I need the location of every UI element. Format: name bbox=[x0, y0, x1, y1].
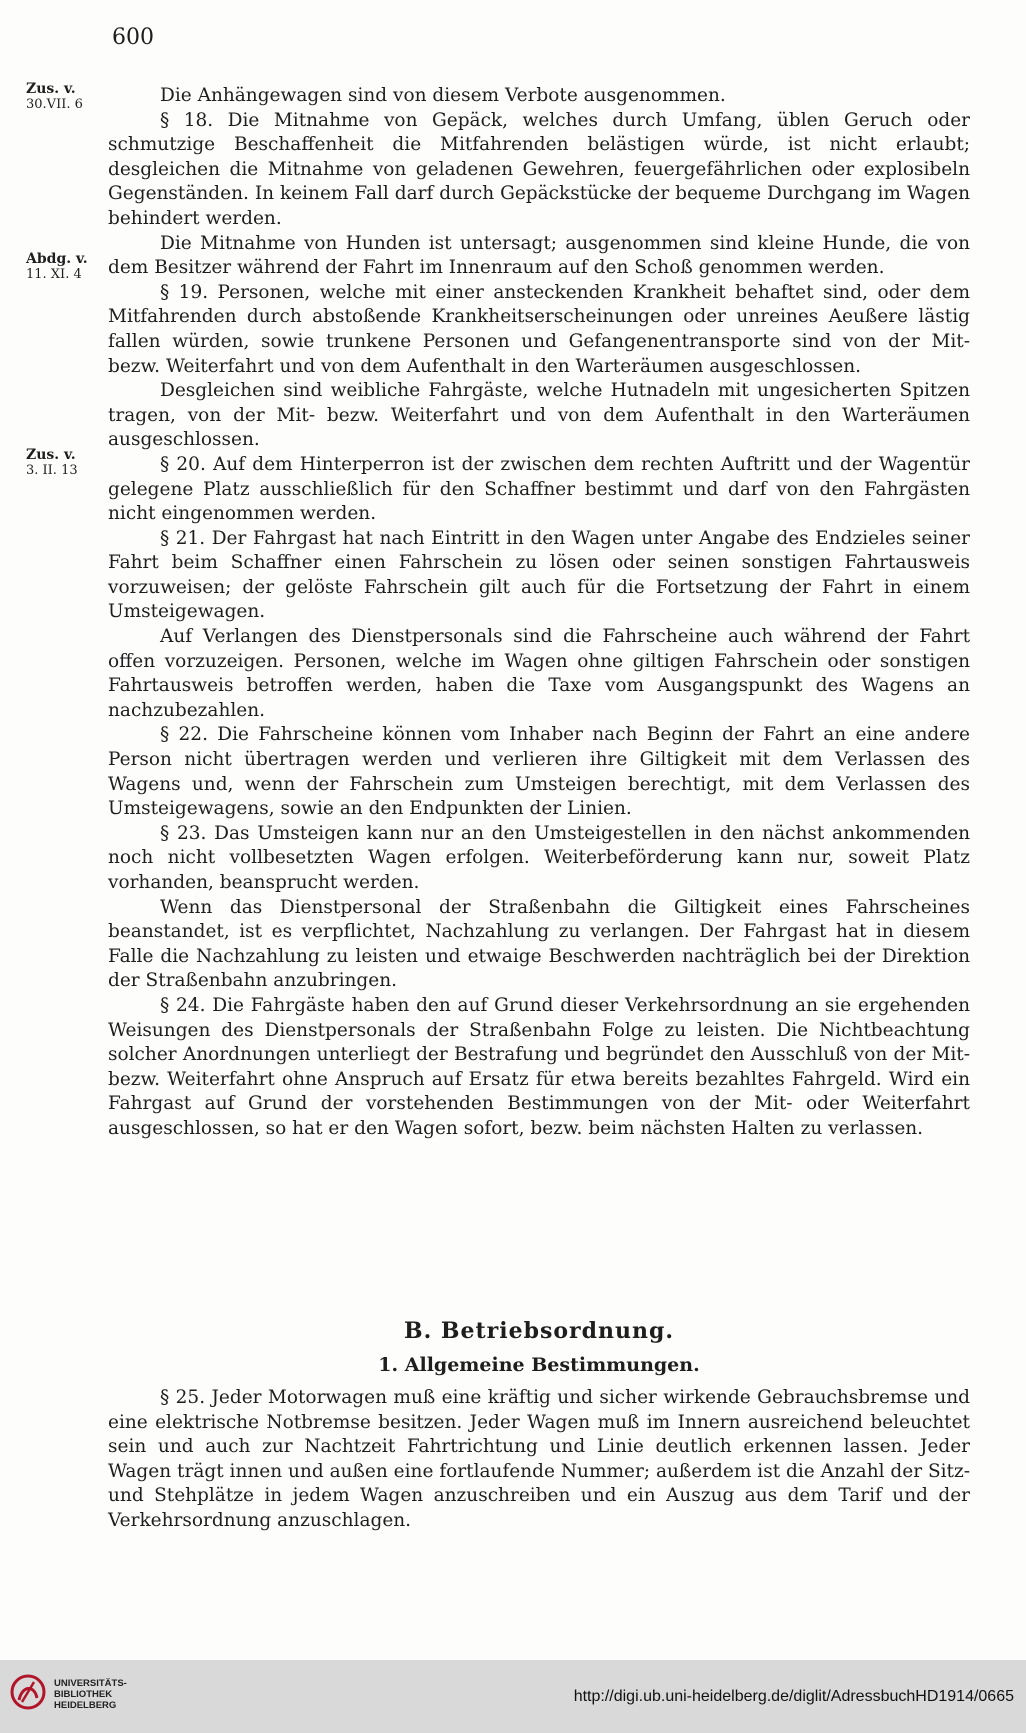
margin-note bbox=[26, 448, 116, 478]
source-url-link[interactable]: http://digi.ub.uni-heidelberg.de/diglit/AdressbuchHD1914/0665 bbox=[573, 1688, 1014, 1705]
body-text bbox=[108, 84, 970, 1142]
margin-note-date: 11. XI. 4 bbox=[26, 267, 82, 282]
margin-note-date: 3. II. 13 bbox=[26, 463, 78, 478]
body-text-final bbox=[108, 1386, 970, 1534]
paragraph: Die Mitnahme von Hunden ist untersagt; ausgenommen sind kleine Hunde, die von dem Besitzer während der Fahrt im Innenraum auf den Schoß genommen werden. bbox=[108, 232, 970, 279]
margin-note-date: 30.VII. 6 bbox=[26, 97, 83, 112]
paragraph: § 25. Jeder Motorwagen muß eine kräftig und sicher wirkende Gebrauchsbremse und eine elektrische Notbremse besitzen. Jeder Wagen muß im Innern ausreichend beleuchtet sein und auch zur Nachtzeit Fahrtrichtung und Linie deutlich erkennen lassen. Jeder Wagen trägt innen und außen eine fortlaufende Nummer; außerdem ist die Anzahl der Sitz- und Stehplätze in jedem Wagen anzuschreiben und ein Auszug aus dem Tarif und der Verkehrsordnung anzuschlagen. bbox=[108, 1387, 970, 1531]
margin-note-label: Zus. v. bbox=[26, 447, 76, 463]
paragraph: § 19. Personen, welche mit einer ansteckenden Krankheit behaftet sind, oder dem Mitfahrenden durch abstoßende Krankheitserscheinungen oder unreines Aeußere lästig fallen würden, sowie trunkene Personen und Gefangenentransporte sind von der Mit- bezw. Weiterfahrt und von dem Aufenthalt in den Warteräumen ausgeschlossen. bbox=[108, 281, 970, 377]
paragraph: Die Anhängewagen sind von diesem Verbote ausgenommen. bbox=[160, 85, 726, 106]
paragraph: § 18. Die Mitnahme von Gepäck, welches durch Umfang, üblen Geruch oder schmutzige Beschaffenheit die Mitfahrenden belästigen würde, ist nicht erlaubt; desgleichen die Mitnahme von geladenen Gewehren, feuergefährlichen oder explosibeln Gegenständen. In keinem Fall darf durch Gepäckstücke der bequeme Durchgang im Wagen behindert werden. bbox=[108, 109, 970, 229]
margin-note-label: Zus. v. bbox=[26, 81, 76, 97]
library-name bbox=[54, 1678, 127, 1711]
margin-note bbox=[26, 82, 116, 112]
page-number: 600 bbox=[112, 25, 154, 50]
paragraph: Wenn das Dienstpersonal der Straßenbahn die Giltigkeit eines Fahrscheines beanstandet, ist es verpflichtet, Nachzahlung zu verlangen. Der Fahrgast hat in diesem Falle die Nachzahlung zu leisten und etwaige Beschwerden nachträglich bei der Direktion der Straßenbahn anzubringen. bbox=[108, 896, 970, 992]
paragraph: § 22. Die Fahrscheine können vom Inhaber nach Beginn der Fahrt an eine andere Person nicht übertragen werden und verlieren ihre Giltigkeit mit dem Verlassen des Wagens und, wenn der Fahrschein zum Umsteigen berechtigt, mit dem Verlassen des Umsteigewagens, sowie an den Endpunkten der Linien. bbox=[108, 724, 970, 820]
paragraph: Auf Verlangen des Dienstpersonals sind die Fahrscheine auch während der Fahrt offen vorzuzeigen. Personen, welche im Wagen ohne giltigen Fahrschein oder sonstigen Fahrtausweis betroffen werden, haben die Taxe vom Ausgangspunkt des Wagens an nachzubezahlen. bbox=[108, 626, 970, 721]
margin-note-label: Abdg. v. bbox=[26, 251, 88, 267]
paragraph: § 20. Auf dem Hinterperron ist der zwischen dem rechten Auftritt und der Wagentür gelegene Platz ausschließlich für den Schaffner bestimmt und darf von den Fahrgästen nicht eingenommen werden. bbox=[108, 453, 970, 525]
library-name-line: UNIVERSITÄTS- bbox=[54, 1678, 127, 1689]
library-name-line: BIBLIOTHEK bbox=[54, 1689, 113, 1700]
footer-bar bbox=[0, 1660, 1026, 1733]
paragraph: § 21. Der Fahrgast hat nach Eintritt in den Wagen unter Angabe des Endzieles seiner Fahrt beim Schaffner einen Fahrschein zu lösen oder seinen sonstigen Fahrtausweis vorzuweisen; der gelöste Fahrschein gilt auch für die Fortsetzung der Fahrt in einem Umsteigewagen. bbox=[108, 527, 970, 623]
section-heading: B. Betriebsordnung. bbox=[403, 1318, 675, 1344]
subsection-heading: 1. Allgemeine Bestimmungen. bbox=[378, 1354, 700, 1376]
paragraph: Desgleichen sind weibliche Fahrgäste, welche Hutnadeln mit ungesicherten Spitzen tragen, von der Mit- bezw. Weiterfahrt und von dem Aufenthalt in den Warteräumen ausgeschlossen. bbox=[108, 380, 970, 451]
heidelberg-library-logo-icon bbox=[10, 1674, 46, 1710]
margin-note bbox=[26, 252, 116, 282]
paragraph: § 24. Die Fahrgäste haben den auf Grund dieser Verkehrsordnung an sie ergehenden Weisungen des Dienstpersonals der Straßenbahn Folge zu leisten. Die Nichtbeachtung solcher Anordnungen unterliegt der Bestrafung und begründet den Ausschluß von der Mit- bezw. Weiterfahrt ohne Anspruch auf Ersatz für etwa bereits bezahltes Fahrgeld. Wird ein Fahrgast auf Grund der vorstehenden Bestimmungen von der Mit- oder Weiterfahrt ausgeschlossen, so hat er den Wagen sofort, bezw. beim nächsten Halten zu verlassen. bbox=[108, 994, 970, 1139]
paragraph: § 23. Das Umsteigen kann nur an den Umsteigestellen in den nächst ankommenden noch nicht vollbesetzten Wagen erfolgen. Weiterbeförderung kann nur, soweit Platz vorhanden, beansprucht werden. bbox=[108, 822, 970, 893]
library-name-line: HEIDELBERG bbox=[54, 1700, 117, 1711]
